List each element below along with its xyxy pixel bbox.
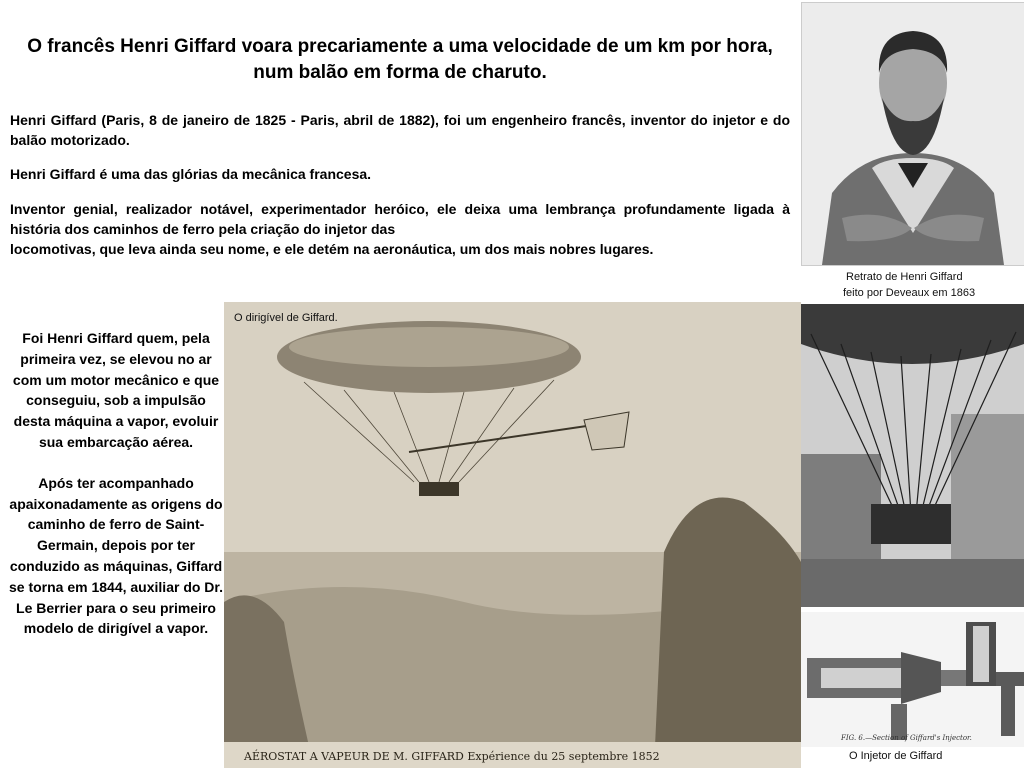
inventor-paragraph-part1: Inventor genial, realizador notável, experimentador heróico, ele deixa uma lembrança profundamente ligada à história dos caminhos de ferro pela criação do injetor das (10, 201, 790, 237)
page-title: O francês Henri Giffard voara precariamente a uma velocidade de um km por hora, num balão em forma de charuto. (27, 36, 773, 83)
balloon-photo-image (801, 304, 1024, 607)
portrait-caption-line1: Retrato de Henri Giffard (846, 271, 963, 283)
portrait-caption-line2: feito por Deveaux em 1863 (843, 287, 976, 299)
glory-paragraph: Henri Giffard é uma das glórias da mecânica francesa. (10, 166, 372, 182)
intro-paragraph: Henri Giffard (Paris, 8 de janeiro de 1825 - Paris, abril de 1882), foi um engenheiro francês, inventor do injetor e do balão motorizado. (10, 112, 790, 148)
airship-engraving-image (224, 302, 801, 768)
portrait-image (801, 2, 1024, 266)
airship-caption: O dirigível de Giffard. (234, 312, 338, 324)
injector-figure-text: FIG. 6.—Section of Giffard's Injector. (841, 734, 972, 742)
injector-caption: O Injetor de Giffard (849, 750, 943, 762)
injector-diagram-image (801, 612, 1024, 747)
side-paragraph-first-flight: Foi Henri Giffard quem, pela primeira vez, se elevou no ar com um motor mecânico e que conseguiu, sob a impulsão desta máquina a vapor, evoluir sua embarcação aérea. (12, 330, 220, 450)
inventor-paragraph (10, 199, 790, 259)
inventor-paragraph-part2: locomotivas, que leva ainda seu nome, e ele detém na aeronáutica, um dos mais nobres lugares. (10, 241, 654, 257)
side-text (6, 328, 226, 639)
airship-engraving-text: AÉROSTAT A VAPEUR DE M. GIFFARD Expérience du 25 septembre 1852 (244, 750, 660, 763)
side-paragraph-career: Após ter acompanhado apaixonadamente as origens do caminho de ferro de Saint-Germain, depois por ter conduzido as máquinas, Giffard se torna em 1844, auxiliar do Dr. Le Berrier para o seu primeiro modelo de dirigível a vapor. (9, 474, 223, 637)
